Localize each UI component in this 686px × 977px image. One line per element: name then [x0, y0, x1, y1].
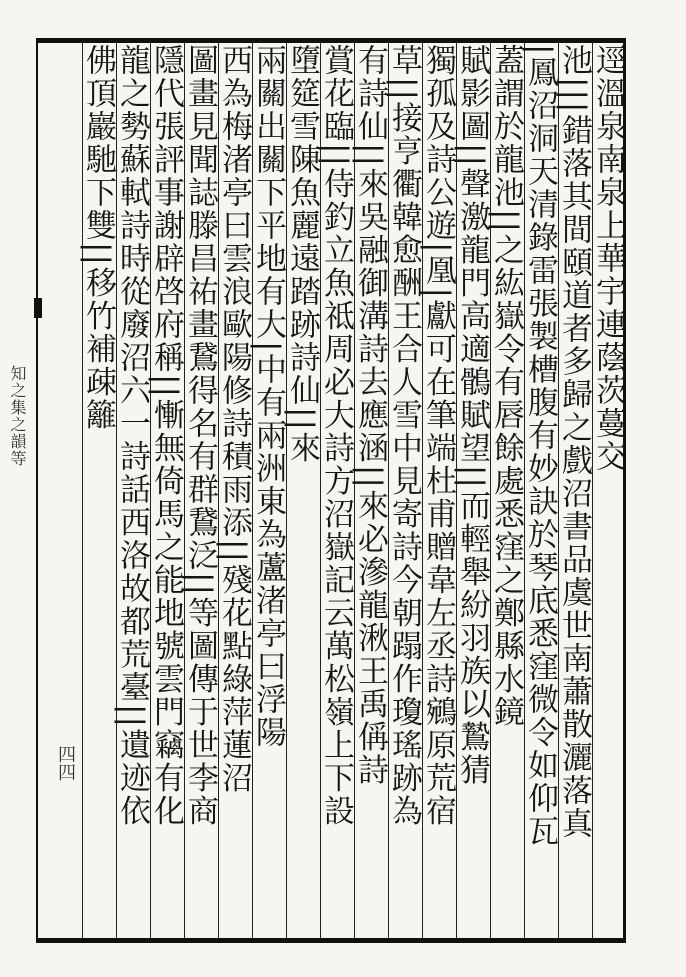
text-column: 蓋謂於龍池||之紘嶽令有唇餘處悉窪之鄭縣水鏡	[488, 44, 524, 729]
text-column: |鳳沼洞天清錄雷張製槽腹有妙訣於琴底悉窪微令如仰瓦	[522, 44, 558, 849]
text-column: 墮筵雪陳魚麗遠踏跡詩仙||來	[284, 44, 320, 465]
text-column: 有詩仙||來吳融御溝詩去應涵||來必滲龍湫王禹偁詩	[352, 44, 388, 787]
page-number: 四四	[55, 745, 76, 781]
text-column: 逕溫泉南泉上華宇連蔭茨蔓交	[590, 44, 626, 473]
text-column: 賞花臨||侍釣立魚祗周必大詩方沼嶽記云萬松嶺上下設	[318, 44, 354, 828]
text-column: 龍之勢蘇軾詩時從廢沼六一詩話西洛故都荒臺||遺迹依	[114, 44, 150, 828]
text-column: 賦影圖||聲激龍門高適鶻賦望||而輕舉紛羽族以鷙猜	[454, 44, 490, 787]
left-margin	[0, 40, 34, 940]
text-column: 西為梅渚亭曰雲浪歐陽修詩積雨添||殘花點綠萍蓮沼	[216, 44, 252, 795]
margin-title: 知之集之韻等	[8, 365, 27, 467]
text-column: 佛頂巖馳下雙||移竹補疎籬	[80, 44, 116, 432]
text-column: 隱代張評事謝辟啓府稱||慚無倚馬之能地號雲門竊有化	[148, 44, 184, 828]
text-column: 草||接亨衢韓愈酬王合人雪中見寄詩今朝蹋作瓊瑤跡為	[386, 44, 422, 828]
text-column: 兩關出關下平地有大|中有兩洲東為蘆渚亭曰浮陽	[250, 44, 286, 750]
text-column: 圖畫見聞誌滕昌祐畫鵞得名有群鵞泛||等圖傳于世李商	[182, 44, 218, 828]
text-column: 池|||錯落其間頤道者多歸之戲沼書品虞世南蕭散灑落真	[556, 44, 592, 841]
text-column: 獨孤及詩公遊|凰|獻可在筆端杜甫贈韋左丞詩鵷原荒宿	[420, 44, 456, 828]
